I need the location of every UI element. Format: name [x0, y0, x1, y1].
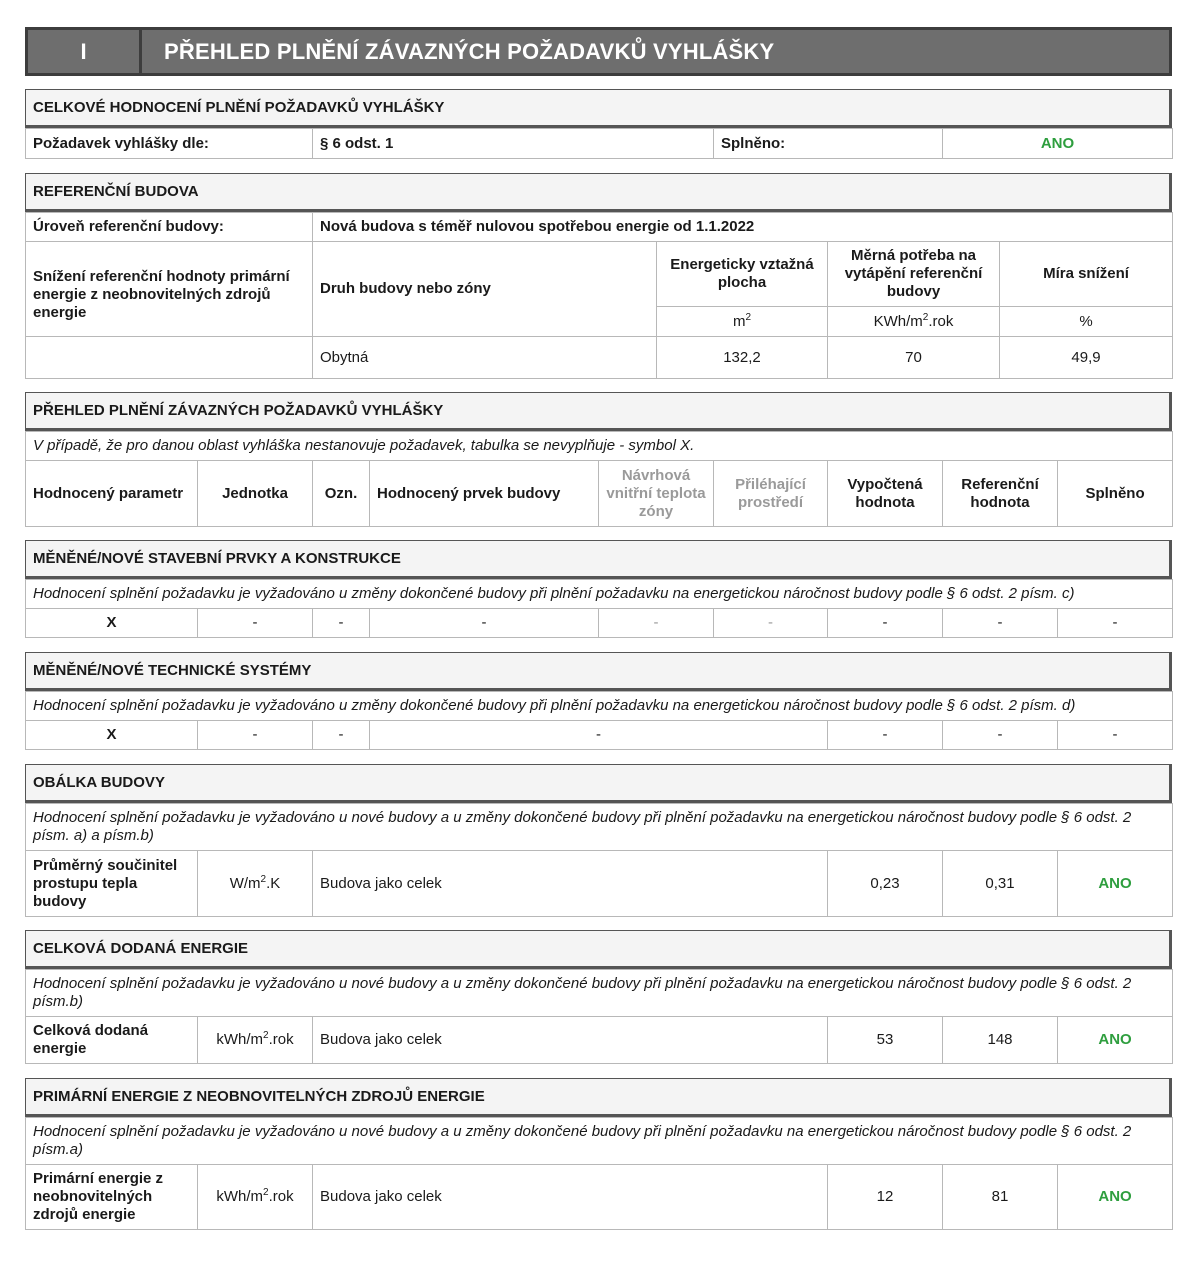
overview-table: [25, 431, 1173, 527]
envelope-parameter: Průměrný součinitel prostupu tepla budovy: [26, 851, 198, 917]
delivered-calculated: 53: [828, 1017, 943, 1064]
section-number: I: [28, 30, 142, 73]
delivered-element: Budova jako celek: [313, 1017, 828, 1064]
section-primary-title: PRIMÁRNÍ ENERGIE Z NEOBNOVITELNÝCH ZDROJŮ ENERGIE: [25, 1078, 1172, 1117]
delivered-unit: kWh/$m^2.rok$: [198, 1017, 313, 1064]
primary-table: [25, 1117, 1173, 1230]
row-heat: 70: [828, 337, 1000, 379]
reference-table: [25, 212, 1173, 379]
reference-level-value: Nová budova s téměř nulovou spotřebou energie od 1.1.2022: [313, 213, 1173, 242]
page-title: PŘEHLED PLNĚNÍ ZÁVAZNÝCH POŽADAVKŮ VYHLÁŠKY: [164, 38, 775, 64]
section-systems-title: MĚNĚNÉ/NOVÉ TECHNICKÉ SYSTÉMY: [25, 652, 1172, 691]
constructions-calculated: -: [828, 609, 943, 638]
delivered-parameter: Celková dodaná energie: [26, 1017, 198, 1064]
primary-calculated: 12: [828, 1165, 943, 1230]
reduction-label: Snížení referenční hodnoty primární energie z neobnovitelných zdrojů energie: [26, 242, 313, 337]
systems-table: [25, 691, 1173, 750]
col-element: Hodnocený prvek budovy: [370, 461, 599, 527]
requirement-value: § 6 odst. 1: [313, 129, 714, 159]
col-design-temperature: Návrhová vnitřní teplota zóny: [599, 461, 714, 527]
section-reference-title: REFERENČNÍ BUDOVA: [25, 173, 1172, 212]
constructions-fulfilled: -: [1058, 609, 1173, 638]
constructions-temperature: -: [599, 609, 714, 638]
delivered-note: Hodnocení splnění požadavku je vyžadováno u nové budovy a u změny dokončené budovy při plnění požadavku na energetickou náročnost budovy podle § 6 odst. 2 písm.b): [26, 970, 1173, 1017]
primary-fulfilled: ANO: [1058, 1165, 1173, 1230]
systems-element: -: [370, 721, 828, 750]
envelope-table: [25, 803, 1173, 917]
constructions-element: -: [370, 609, 599, 638]
constructions-environment: -: [714, 609, 828, 638]
constructions-reference: -: [943, 609, 1058, 638]
systems-fulfilled: -: [1058, 721, 1173, 750]
envelope-fulfilled: ANO: [1058, 851, 1173, 917]
col-unit: Jednotka: [198, 461, 313, 527]
envelope-unit: $W/m^2.K$: [198, 851, 313, 917]
page-header: [25, 27, 1172, 76]
unit-heat: KWh/$m^2.rok$: [828, 307, 1000, 337]
systems-parameter: X: [26, 721, 198, 750]
primary-element: Budova jako celek: [313, 1165, 828, 1230]
delivered-table: [25, 969, 1173, 1064]
overall-table: [25, 128, 1173, 159]
row-rate: 49,9: [1000, 337, 1173, 379]
constructions-parameter: X: [26, 609, 198, 638]
section-delivered-title: CELKOVÁ DODANÁ ENERGIE: [25, 930, 1172, 969]
section-overall-title: CELKOVÉ HODNOCENÍ PLNĚNÍ POŽADAVKŮ VYHLÁŠKY: [25, 89, 1172, 128]
overview-note: V případě, že pro danou oblast vyhláška nestanovuje požadavek, tabulka se nevyplňuje - symbol X.: [26, 432, 1173, 461]
constructions-label: -: [313, 609, 370, 638]
delivered-fulfilled: ANO: [1058, 1017, 1173, 1064]
systems-reference: -: [943, 721, 1058, 750]
envelope-element: Budova jako celek: [313, 851, 828, 917]
col-building-type: Druh budovy nebo zóny: [313, 242, 657, 337]
section-overview-title: PŘEHLED PLNĚNÍ ZÁVAZNÝCH POŽADAVKŮ VYHLÁŠKY: [25, 392, 1172, 431]
systems-note: Hodnocení splnění požadavku je vyžadováno u změny dokončené budovy při plnění požadavku na energetickou náročnost budovy podle § 6 odst. 2 písm. d): [26, 692, 1173, 721]
constructions-note: Hodnocení splnění požadavku je vyžadováno u změny dokončené budovy při plnění požadavku na energetickou náročnost budovy podle § 6 odst. 2 písm. c): [26, 580, 1173, 609]
col-label: Ozn.: [313, 461, 370, 527]
primary-parameter: Primární energie z neobnovitelných zdrojů energie: [26, 1165, 198, 1230]
reference-level-label: Úroveň referenční budovy:: [26, 213, 313, 242]
col-parameter: Hodnocený parametr: [26, 461, 198, 527]
fulfilled-label: Splněno:: [714, 129, 943, 159]
primary-note: Hodnocení splnění požadavku je vyžadováno u nové budovy a u změny dokončené budovy při plnění požadavku na energetickou náročnost budovy podle § 6 odst. 2 písm.a): [26, 1118, 1173, 1165]
envelope-note: Hodnocení splnění požadavku je vyžadováno u nové budovy a u změny dokončené budovy při plnění požadavku na energetickou náročnost budovy podle § 6 odst. 2 písm. a) a písm.b): [26, 804, 1173, 851]
row-area: 132,2: [657, 337, 828, 379]
col-calculated-value: Vypočtená hodnota: [828, 461, 943, 527]
col-heating-demand: Měrná potřeba na vytápění referenční budovy: [828, 242, 1000, 307]
primary-reference: 81: [943, 1165, 1058, 1230]
envelope-reference: 0,31: [943, 851, 1058, 917]
systems-unit: -: [198, 721, 313, 750]
col-reference-area: Energeticky vztažná plocha: [657, 242, 828, 307]
col-fulfilled: Splněno: [1058, 461, 1173, 527]
col-reduction-rate: Míra snížení: [1000, 242, 1173, 307]
requirement-label: Požadavek vyhlášky dle:: [26, 129, 313, 159]
row-building-type: Obytná: [313, 337, 657, 379]
col-reference-value: Referenční hodnota: [943, 461, 1058, 527]
envelope-calculated: 0,23: [828, 851, 943, 917]
unit-rate: %: [1000, 307, 1173, 337]
empty-cell: [26, 337, 313, 379]
constructions-unit: -: [198, 609, 313, 638]
delivered-reference: 148: [943, 1017, 1058, 1064]
systems-calculated: -: [828, 721, 943, 750]
systems-label: -: [313, 721, 370, 750]
section-constructions-title: MĚNĚNÉ/NOVÉ STAVEBNÍ PRVKY A KONSTRUKCE: [25, 540, 1172, 579]
unit-area: $m^2$: [657, 307, 828, 337]
fulfilled-value: ANO: [943, 129, 1173, 159]
primary-unit: kWh/$m^2.rok$: [198, 1165, 313, 1230]
col-adjacent-environment: Přiléhající prostředí: [714, 461, 828, 527]
section-envelope-title: OBÁLKA BUDOVY: [25, 764, 1172, 803]
constructions-table: [25, 579, 1173, 638]
